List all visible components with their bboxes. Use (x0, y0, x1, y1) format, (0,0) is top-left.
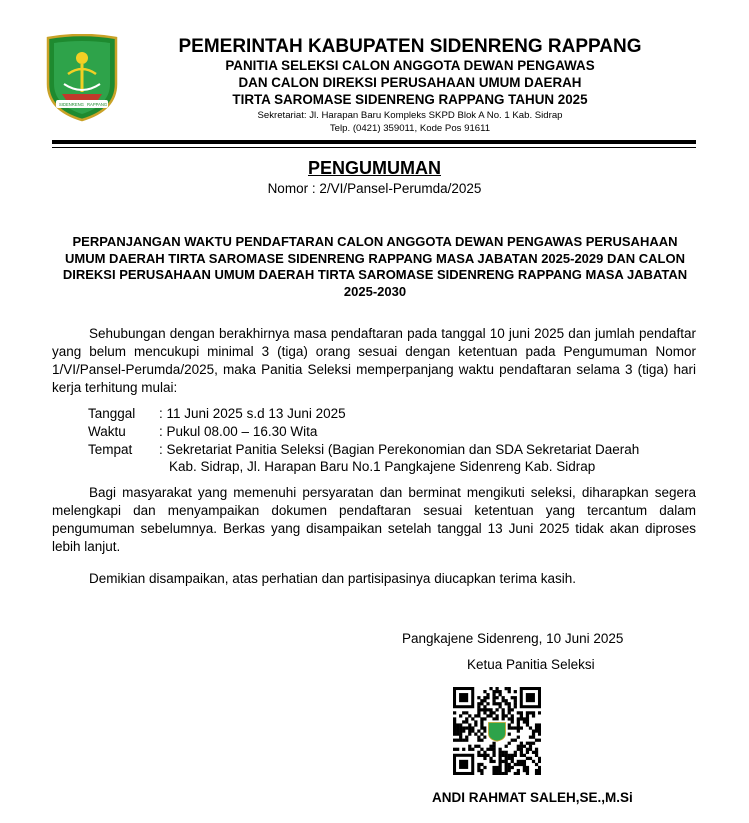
header-government-name: PEMERINTAH KABUPATEN SIDENRENG RAPPANG (178, 36, 642, 57)
header-committee-line2: DAN CALON DIREKSI PERUSAHAAN UMUM DAERAH (238, 75, 582, 90)
signature-position: Ketua Panitia Seleksi (467, 657, 595, 672)
announcement-title: PENGUMUMAN (308, 158, 441, 178)
schedule-time-value: : Pukul 08.00 – 16.30 Wita (159, 423, 318, 439)
logo-text-right: RAPPANG (87, 102, 108, 107)
logo-text-left: SIDENRENG (59, 102, 84, 107)
schedule-date-label: Tanggal (88, 406, 136, 421)
schedule-place-value-line2: Kab. Sidrap, Jl. Harapan Baru No.1 Pangkajene Sidenreng Kab. Sidrap (169, 459, 596, 475)
schedule-time-label: Waktu (88, 423, 126, 439)
signatory-name: ANDI RAHMAT SALEH,SE.,M.Si (432, 790, 633, 805)
body-paragraph-intro: Sehubungan dengan berakhirnya masa pendaftaran pada tanggal 10 juni 2025 dan jumlah pendaftar yang belum mencukupi minimal 3 (tiga) orang sesuai dengan ketentuan pada Pengumuman Nomor 1/VI/Pansel-Perumda/2025, maka Panitia Seleksi memperpanjang waktu pendaftaran selama 3 (tiga) hari kerja terhitung mulai: (52, 326, 696, 395)
body-paragraph-closing: Demikian disampaikan, atas perhatian dan partisipasinya diucapkan terima kasih. (89, 571, 577, 586)
body-paragraph-requirements: Bagi masyarakat yang memenuhi persyaratan dan berminat mengikuti seleksi, diharapkan segera melengkapi dan menyampaikan dokumen pendaftaran sesuai ketentuan yang tercantum dalam pengumuman sebelumnya. Berkas yang disampaikan setelah tanggal 13 Juni 2025 tidak akan diproses lebih lanjut. (52, 485, 696, 554)
header-divider-thin (52, 147, 696, 148)
header-address: Sekretariat: Jl. Harapan Baru Kompleks SKPD Blok A No. 1 Kab. Sidrap (257, 110, 563, 121)
header-phone: Telp. (0421) 359011, Kode Pos 91611 (329, 123, 491, 134)
header-divider-thick (52, 140, 696, 144)
announcement-subject: PERPANJANGAN WAKTU PENDAFTARAN CALON ANGGOTA DEWAN PENGAWAS PERUSAHAAN UMUM DAERAH TIRTA SAROMASE SIDENRENG RAPPANG MASA JABATAN 2025-2029 DAN CALON DIREKSI PERUSAHAAN UMUM DAERAH TIRTA SAROMASE SIDENRENG RAPPANG MASA JABATAN 2025-2030 (62, 234, 688, 300)
signature-place-date: Pangkajene Sidenreng, 10 Juni 2025 (402, 631, 624, 646)
header-committee-line3: TIRTA SAROMASE SIDENRENG RAPPANG TAHUN 2025 (232, 92, 588, 107)
header-committee-line1: PANITIA SELEKSI CALON ANGGOTA DEWAN PENGAWAS (225, 58, 595, 73)
schedule-place-label: Tempat (88, 441, 133, 457)
schedule-date-value: : 11 Juni 2025 s.d 13 Juni 2025 (159, 406, 346, 421)
qr-code-signature-icon (453, 687, 541, 775)
regency-coat-of-arms-icon (44, 34, 120, 122)
announcement-number: Nomor : 2/VI/Pansel-Perumda/2025 (267, 181, 482, 196)
schedule-place-value-line1: : Sekretariat Panitia Seleksi (Bagian Perekonomian dan SDA Sekretariat Daerah (159, 441, 640, 457)
